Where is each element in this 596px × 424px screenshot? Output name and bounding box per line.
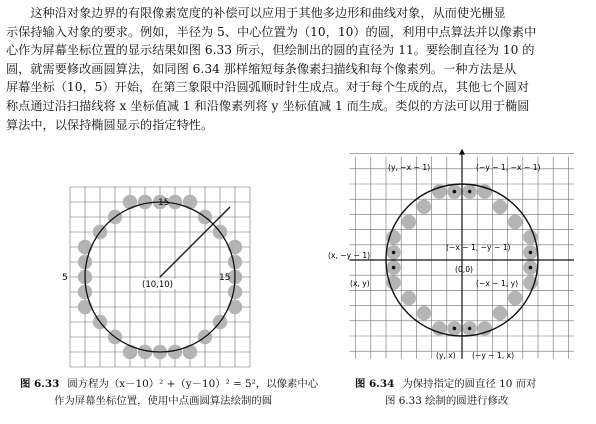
figure-6-34-modified-circle: [326, 148, 574, 370]
symmetry-point: [529, 251, 533, 255]
pixel: [78, 300, 92, 314]
paragraph-line: 心作为屏幕坐标位置的显示结果如图 6.33 所示，但绘制出的圆的直径为 11。要绘制直径为 10 的: [6, 43, 535, 58]
center-label: (10,10): [142, 280, 173, 290]
pixel: [228, 240, 242, 254]
pixel: [183, 195, 197, 209]
figure-6-34-caption: [355, 376, 536, 410]
label-bottom-right: (−y − 1, x): [472, 351, 515, 360]
pixel: [417, 306, 431, 320]
pixel: [228, 300, 242, 314]
label-5-left: 5: [62, 273, 68, 283]
pixel: [493, 306, 507, 320]
figure-number: 图 6.34: [355, 378, 395, 390]
symmetry-point: [468, 190, 472, 194]
paragraph-line: 称点通过沿扫描线将 x 坐标值减 1 和沿像素列将 y 坐标值减 1 而生成。类似的方法可以用于椭圆: [6, 98, 530, 113]
pixel: [402, 215, 416, 229]
pixel: [508, 291, 522, 305]
label-low-right: (−x − 1, y): [476, 279, 519, 288]
figure-6-33-caption: [20, 376, 318, 410]
paragraph-line: 示保持输入对象的要求。例如，半径为 5、中心位置为（10，10）的圆，利用中点算法并以像素中: [6, 24, 537, 39]
pixel: [123, 195, 137, 209]
caption-line-1: 圆方程为（x－10）² +（y－10）² = 5²，以像素中心: [67, 378, 319, 390]
symmetry-point: [453, 190, 457, 194]
coordinate-axes: [350, 149, 574, 359]
label-mid-right: (−x − 1, −y − 1): [446, 243, 511, 252]
body-paragraph: [6, 4, 586, 134]
caption-line-2: 作为屏幕坐标位置，使用中点画圆算法绘制的圆: [54, 395, 273, 407]
pixel: [78, 285, 92, 299]
pixel: [508, 215, 522, 229]
paragraph-line: 这种沿对象边界的有限像素宽度的补偿可以应用于其他多边形和曲线对象，从而使光栅显: [6, 6, 506, 20]
paragraph-line: 屏幕坐标（10，5）开始，在第三象限中沿圆弧顺时针生成点。对于每个生成的点，其他七个圆对: [6, 80, 529, 95]
pixel: [78, 240, 92, 254]
label-top-right: (−y − 1, −x − 1): [476, 163, 541, 172]
pixel: [402, 291, 416, 305]
pixel: [78, 255, 92, 269]
pixel: [138, 195, 152, 209]
pixel: [228, 255, 242, 269]
label-low-left: (x, y): [350, 279, 370, 288]
paragraph-line: 圆，就需要修改画圆算法，如同图 6.34 那样缩短每条像素扫描线和每个像素列。一种方法是从: [6, 61, 517, 76]
label-15-top: 15: [158, 198, 170, 208]
label-15-right: 15: [219, 273, 231, 283]
symmetry-point: [529, 266, 533, 270]
symmetry-point: [392, 251, 396, 255]
figure-number: 图 6.33: [20, 378, 60, 390]
figure-6-33-circle-pixels: [58, 172, 268, 372]
symmetry-point: [392, 266, 396, 270]
pixel: [417, 200, 431, 214]
pixel: [168, 345, 182, 359]
label-mid-left: (x, −y − 1): [328, 251, 371, 260]
caption-line-1: 为保持指定的圆直径 10 而对: [402, 378, 537, 390]
radius-line: [160, 207, 230, 277]
label-top-left: (y, −x − 1): [388, 163, 431, 172]
pixel: [493, 200, 507, 214]
paragraph-line: 算法中，以保持椭圆显示的指定特性。: [6, 117, 214, 132]
pixel: [138, 345, 152, 359]
caption-line-2: 图 6.33 绘制的圆进行修改: [385, 395, 509, 407]
label-origin: (0,0): [455, 265, 474, 274]
symmetry-point: [453, 327, 457, 331]
label-bottom-left: (y, x): [436, 351, 456, 360]
pixel: [228, 285, 242, 299]
pixel: [183, 345, 197, 359]
y-axis-arrow: [459, 149, 465, 155]
pixel: [123, 345, 137, 359]
symmetry-point: [468, 327, 472, 331]
pixel: [168, 195, 182, 209]
